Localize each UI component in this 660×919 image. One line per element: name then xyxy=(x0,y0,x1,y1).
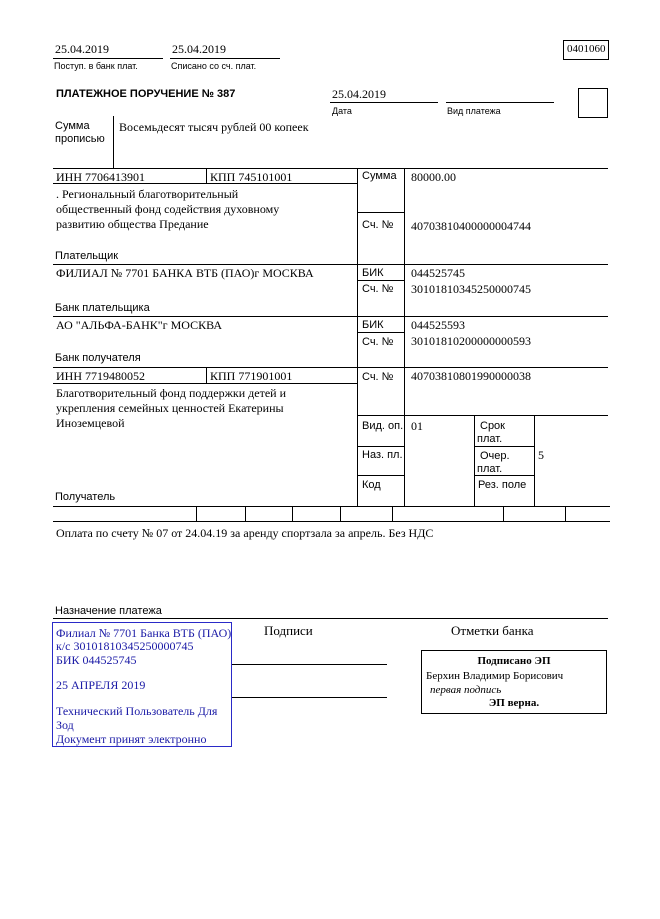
recipient-account-label: Сч. № xyxy=(362,371,394,383)
bank-marks-label: Отметки банка xyxy=(451,623,534,638)
debited-date: 25.04.2019 xyxy=(172,42,226,56)
received-date: 25.04.2019 xyxy=(55,42,109,56)
tax-cell-divider-5 xyxy=(392,506,393,521)
signature-line-2 xyxy=(231,697,387,698)
debited-date-line xyxy=(170,58,280,59)
recipient-inn: ИНН 7719480052 xyxy=(56,369,145,383)
purpose-text: Оплата по счету № 07 от 24.04.19 за аренду спортзала за апрель. Без НДС xyxy=(56,526,434,540)
received-label: Поступ. в банк плат. xyxy=(54,61,138,71)
priority-top-line xyxy=(474,446,534,447)
bank-stamp-line-2: к/с 30101810345250000745 xyxy=(56,639,194,653)
e-signature-name: Берхин Владимир Борисович xyxy=(426,670,564,682)
e-signature-role: первая подпись xyxy=(430,684,502,696)
bank-stamp-date: 25 АПРЕЛЯ 2019 xyxy=(56,678,146,692)
reserve-top-line xyxy=(474,475,534,476)
recipient-inn-kpp-divider xyxy=(206,367,207,383)
op-type-label: Вид. оп. xyxy=(362,420,404,432)
payer-top-line xyxy=(53,168,608,169)
amount-words-divider xyxy=(113,116,114,168)
recipient-account: 40703810801990000038 xyxy=(411,369,531,383)
code-top-line xyxy=(357,475,404,476)
amount-words-label-2: прописью xyxy=(55,133,105,145)
payer-bank-label: Банк плательщика xyxy=(55,302,150,314)
tax-row-bottom-line xyxy=(53,521,610,522)
main-grid-divider-1 xyxy=(357,168,358,506)
bank-stamp-accepted: Документ принят электронно xyxy=(56,732,207,746)
document-date: 25.04.2019 xyxy=(332,87,386,101)
payer-inn: ИНН 7706413901 xyxy=(56,170,145,184)
recipient-bank-account: 30101810200000000593 xyxy=(411,334,531,348)
recipient-bank-name: АО "АЛЬФА-БАНК"г МОСКВА xyxy=(56,318,223,332)
recipient-kpp: КПП 771901001 xyxy=(210,369,293,383)
bank-stamp-line-1: Филиал № 7701 Банка ВТБ (ПАО) xyxy=(56,626,232,640)
payer-inn-bottom-line xyxy=(53,183,357,184)
purpose-code-top-line xyxy=(357,446,404,447)
payer-bank-account: 30101810345250000745 xyxy=(411,282,531,296)
payer-label: Плательщик xyxy=(55,250,119,262)
document-date-label: Дата xyxy=(332,106,352,116)
amount-words-value: Восемьдесят тысяч рублей 00 копеек xyxy=(119,120,309,134)
amount-bottom-line xyxy=(357,212,404,213)
op-type-value: 01 xyxy=(411,419,423,433)
main-grid-divider-2 xyxy=(404,168,405,506)
term-label-2: плат. xyxy=(477,433,503,445)
recipient-bank-account-label: Сч. № xyxy=(362,336,394,348)
recipient-bank-bik: 044525593 xyxy=(411,318,465,332)
payer-name-line-1: . Региональный благотворительный xyxy=(56,187,239,201)
purpose-code-label: Наз. пл. xyxy=(362,449,403,461)
op-type-top-line xyxy=(357,415,608,416)
tax-cell-divider-4 xyxy=(340,506,341,521)
debited-label: Списано со сч. плат. xyxy=(171,61,257,71)
recipient-bank-label: Банк получателя xyxy=(55,352,141,364)
payer-inn-kpp-divider xyxy=(206,168,207,183)
payer-name-line-3: развитию общества Предание xyxy=(56,217,209,231)
payer-bank-bik-label: БИК xyxy=(362,267,384,279)
payer-account: 40703810400000004744 xyxy=(411,219,531,233)
tax-cell-divider-7 xyxy=(565,506,566,521)
amount-label: Сумма xyxy=(362,170,397,182)
priority-value: 5 xyxy=(538,448,544,462)
tax-cell-divider-2 xyxy=(245,506,246,521)
tax-row-top-line xyxy=(53,506,610,507)
bank-stamp-user-line-2: Зод xyxy=(56,718,74,732)
reserve-label: Рез. поле xyxy=(478,479,527,491)
recipient-bank-bik-label: БИК xyxy=(362,319,384,331)
code-label: Код xyxy=(362,479,381,491)
signature-line-1 xyxy=(231,664,387,665)
document-title: ПЛАТЕЖНОЕ ПОРУЧЕНИЕ № 387 xyxy=(56,88,236,100)
payer-kpp: КПП 745101001 xyxy=(210,170,293,184)
tax-cell-divider-6 xyxy=(503,506,504,521)
tax-cell-divider-1 xyxy=(196,506,197,521)
amount-value: 80000.00 xyxy=(411,170,456,184)
bank-stamp-user-line-1: Технический Пользователь Для xyxy=(56,704,218,718)
purpose-label: Назначение платежа xyxy=(55,605,162,617)
recipient-bank-top-line xyxy=(53,316,608,317)
received-date-line xyxy=(53,58,163,59)
payer-bank-top-line xyxy=(53,264,608,265)
recipient-inn-bottom-line xyxy=(53,383,357,384)
priority-label-1: Очер. xyxy=(480,450,510,462)
payer-bank-bik: 044525745 xyxy=(411,266,465,280)
term-label-1: Срок xyxy=(480,420,505,432)
recipient-name-line-1: Благотворительный фонд поддержки детей и xyxy=(56,386,287,400)
code-grid-divider-2 xyxy=(534,415,535,506)
tax-cell-divider-3 xyxy=(292,506,293,521)
payer-bank-name: ФИЛИАЛ № 7701 БАНКА ВТБ (ПАО)г МОСКВА xyxy=(56,266,314,280)
payer-bank-account-label: Сч. № xyxy=(362,283,394,295)
recipient-name-line-3: Иноземцевой xyxy=(56,416,125,430)
form-code: 0401060 xyxy=(567,43,606,55)
priority-label-2: плат. xyxy=(477,463,503,475)
status-box xyxy=(578,88,608,118)
bank-stamp-line-3: БИК 044525745 xyxy=(56,653,137,667)
document-date-line xyxy=(330,102,438,103)
signatures-label: Подписи xyxy=(264,623,313,638)
payer-account-label: Сч. № xyxy=(362,219,394,231)
recipient-bank-bik-line xyxy=(357,332,404,333)
payment-type-line xyxy=(446,102,554,103)
payer-name-line-2: общественный фонд содействия духовному xyxy=(56,202,280,216)
e-signature-verified: ЭП верна. xyxy=(488,697,540,709)
recipient-top-line xyxy=(53,367,608,368)
purpose-bottom-line xyxy=(53,618,608,619)
payment-type-label: Вид платежа xyxy=(447,106,501,116)
recipient-name-line-2: укрепления семейных ценностей Екатерины xyxy=(56,401,284,415)
recipient-label: Получатель xyxy=(55,491,116,503)
amount-words-label-1: Сумма xyxy=(55,120,90,132)
code-grid-divider-1 xyxy=(474,415,475,506)
payer-bank-bik-line xyxy=(357,280,404,281)
e-signature-title: Подписано ЭП xyxy=(477,655,551,667)
